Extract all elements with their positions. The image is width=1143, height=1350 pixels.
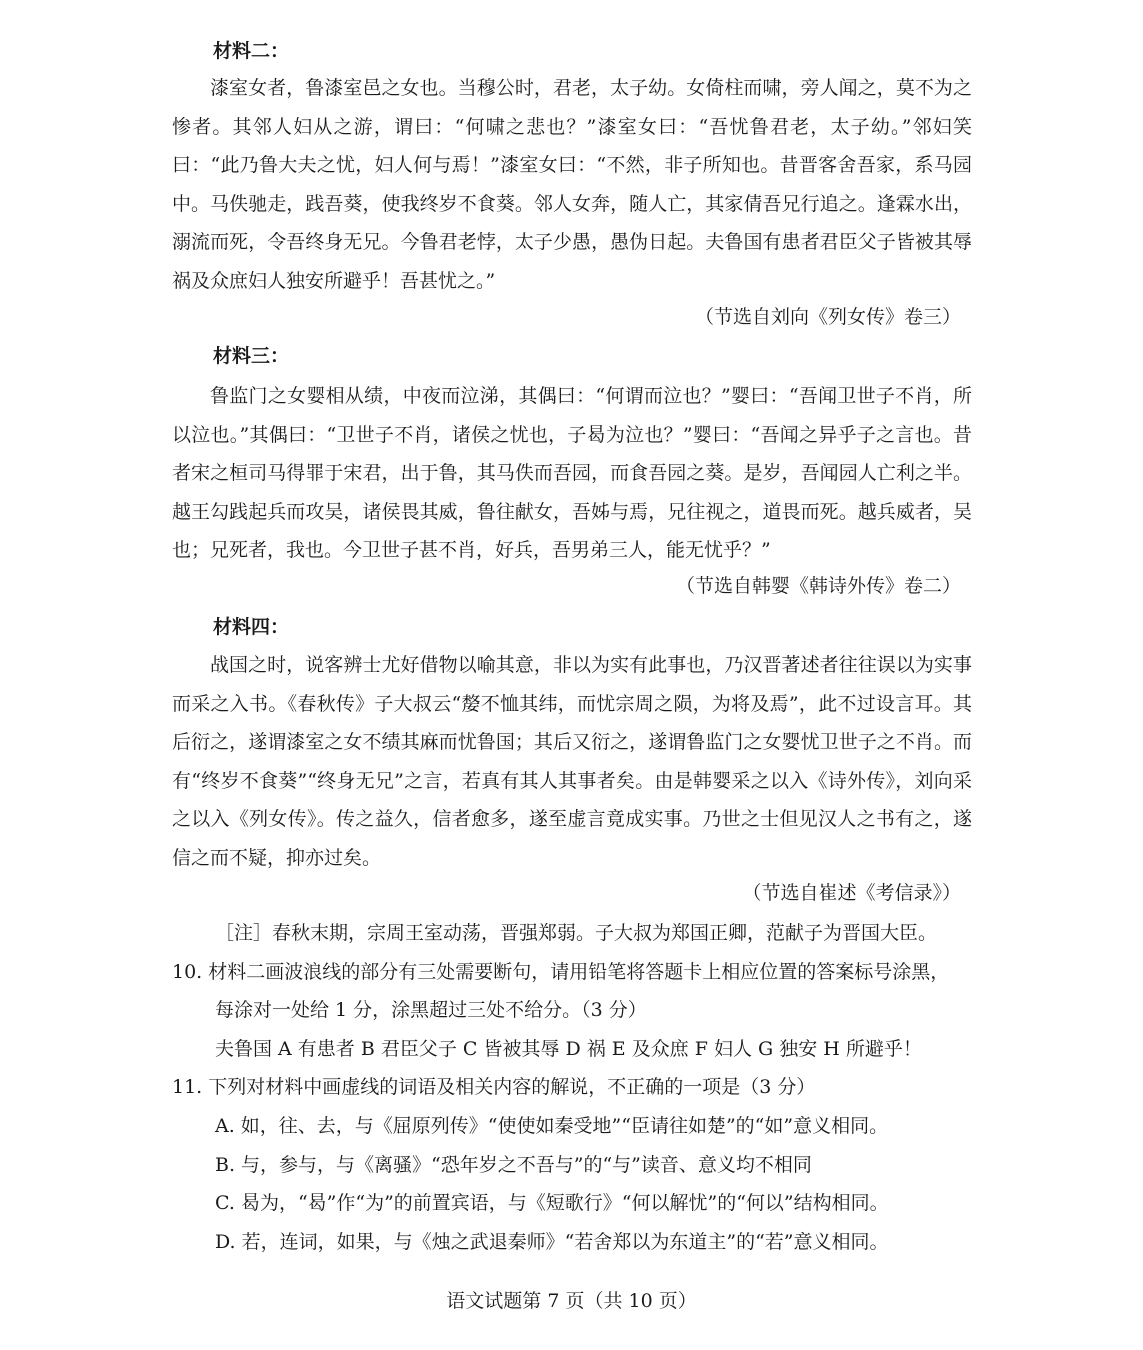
- q10-line2: 每涂对一处给 1 分，涂黑超过三处不给分。（3 分）: [215, 999, 647, 1022]
- q11-option-a: A. 如，往、去，与《屈原列传》“使使如秦受地”“臣请往如楚”的“如”意义相同。: [215, 1114, 889, 1137]
- q10-line1: 10. 材料二画波浪线的部分有三处需要断句，请用铅笔将答题卡上相应位置的答案标号涂黑，: [172, 960, 950, 983]
- q11-option-c: C. 曷为，“曷”作“为”的前置宾语，与《短歌行》“何以解忧”的“何以”结构相同。: [215, 1192, 889, 1215]
- q11-option-b: B. 与，参与，与《离骚》“恐年岁之不吾与”的“与”读音、意义均不相同: [215, 1153, 812, 1176]
- q11-option-d: D. 若，连词，如果，与《烛之武退秦师》“若舍郑以为东道主”的“若”意义相同。: [215, 1230, 889, 1253]
- material2-text: 漆室女者，鲁漆室邑之女也。当穆公时，君老，太子幼。女倚柱而啸，旁人闻之，莫不为之惨者。其邻人妇从之游，谓曰：“何啸之悲也？”漆室女曰：“吾忧鲁君老，太子幼。”邻妇笑曰：“此乃鲁大夫之忧，妇人何与焉！”漆室女曰：“不然，非子所知也。昔晋客舍吾家，系马园中。马佚驰走，践吾葵，使我终岁不食葵。邻人女奔，随人亡，其家倩吾兄行追之。逢霖水出，溺流而死，令吾终身无兄。今鲁君老悖，太子少愚，愚伪日起。夫鲁国有患者君臣父子皆被其辱祸及众庶妇人独安所避乎！吾甚忧之。”: [172, 77, 972, 292]
- q10-line3: 夫鲁国 A 有患者 B 君臣父子 C 皆被其辱 D 祸 E 及众庶 F 妇人 G 独安 H 所避乎！: [215, 1037, 922, 1060]
- material3-source: （节选自韩婴《韩诗外传》卷二）: [675, 575, 961, 597]
- q11-stem: 11. 下列对材料中画虚线的词语及相关内容的解说，不正确的一项是（3 分）: [172, 1076, 816, 1099]
- material3-heading: 材料三：: [213, 345, 290, 367]
- material2-heading: 材料二：: [213, 40, 290, 62]
- material4-heading: 材料四：: [213, 616, 290, 638]
- material2-source: （节选自刘向《列女传》卷三）: [694, 306, 961, 328]
- page-footer: 语文试题第 7 页（共 10 页）: [446, 1290, 697, 1312]
- material3-text: 鲁监门之女婴相从绩，中夜而泣涕，其偶曰：“何谓而泣也？”婴曰：“吾闻卫世子不肖，所以泣也。”其偶曰：“卫世子不肖，诸侯之忧也，子曷为泣也？”婴曰：“吾闻之异乎子之言也。昔者宋之桓司马得罪于宋君，出于鲁，其马佚而吾园，而食吾园之葵。是岁，吾闻园人亡利之半。越王勾践起兵而攻吴，诸侯畏其威，鲁往献女，吾姊与焉，兄往视之，道畏而死。越兵威者，吴也；兄死者，我也。今卫世子甚不肖，好兵，吾男弟三人，能无忧乎？”: [172, 385, 972, 561]
- material4-source: （节选自崔述《考信录》）: [742, 882, 961, 904]
- questions-block: [172, 914, 977, 1261]
- material4-text: 战国之时，说客辨士尤好借物以喻其意，非以为实有此事也，乃汉晋著述者往往误以为实事而采之入书。《春秋传》子大叔云“嫠不恤其纬，而忧宗周之陨，为将及焉”，此不过设言耳。其后衍之，遂谓漆室之女不绩其麻而忧鲁国；其后又衍之，遂谓鲁监门之女婴忧卫世子之不肖。而有“终岁不食葵”“终身无兄”之言，若真有其人其事者矣。由是韩婴采之以入《诗外传》，刘向采之以入《列女传》。传之益久，信者愈多，遂至虚言竟成实事。乃世之士但见汉人之书有之，遂信之而不疑，抑亦过矣。: [172, 654, 972, 869]
- note: ［注］春秋末期，宗周王室动荡，晋强郑弱。子大叔为郑国正卿，范献子为晋国大臣。: [215, 922, 938, 944]
